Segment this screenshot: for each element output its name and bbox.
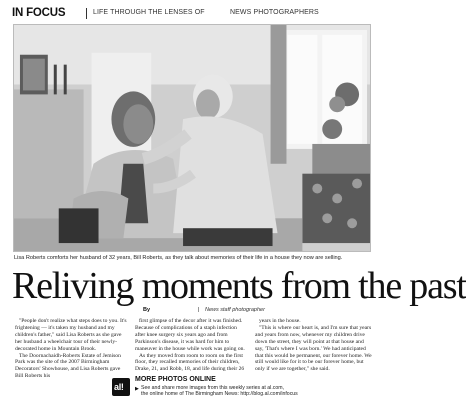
headline: Reliving moments from the past <box>12 265 466 307</box>
bullet-icon: ▶ <box>135 386 139 392</box>
feature-photograph <box>13 24 371 252</box>
byline-role: News staff photographer <box>205 307 265 313</box>
article-paragraph: years in the house. <box>259 318 301 324</box>
promo-text: See and share more images from this weekly series at al.com, <box>141 385 285 391</box>
article-paragraph: As they moved from room to room on the first floor, they recalled memories of their children, Drake, 21, and Robb, 18, and life during their 26 <box>135 352 245 373</box>
photograph-icon <box>14 25 370 251</box>
photo-caption: Lisa Roberts comforts her husband of 32 years, Bill Roberts, as they talk about memories of their life in a house they now are selling. <box>14 255 343 261</box>
article-paragraph: "People don't realize what steps does to you. It's frightening — it's taken my husband and my children's father," said Lisa Roberts as she gave her husband a wheelchair tour of their newly-decorated home in Mountain Brook. <box>15 318 127 352</box>
article-column-1 <box>15 318 128 380</box>
section-header <box>12 7 388 21</box>
byline-by-label: By <box>143 307 151 313</box>
al-logo-text: al! <box>114 382 124 392</box>
article-paragraph: The Doornachaidh-Roberts Estate of Jemison Park was the site of the 2007 Birmingham Decorators' Showhouse, and Lisa Roberts gave Bill Roberts his <box>15 352 121 380</box>
online-promo <box>112 374 382 398</box>
header-divider <box>86 8 87 19</box>
article-paragraph: "This is where our heart is, and I'm sure that years and years from now, whenever my children drive down the street, they will point at that house and say, 'That's where I was born.' We had anticipated that this would be permanent, our forever home. We still would like for it to be our forever home, but only if we are together," she said. <box>255 324 372 373</box>
series-tagline: LIFE THROUGH THE LENSES OF <box>93 9 205 16</box>
byline <box>15 307 387 315</box>
byline-separator: | <box>198 307 200 313</box>
promo-link-text[interactable]: the online home of The Birmingham News: http://blog.al.com/infocus <box>141 391 298 397</box>
promo-title: MORE PHOTOS ONLINE <box>135 376 216 383</box>
article-paragraph: first glimpse of the decor after it was finished. Because of complications of a staph infection after knee surgery six years ago and from Parkinson's disease, it was hard for him to maneuver in the house while work was going on. <box>135 318 245 352</box>
al-logo-icon <box>112 378 130 396</box>
article-column-2 <box>135 318 248 373</box>
series-tagline-continued: NEWS PHOTOGRAPHERS <box>230 9 319 16</box>
article-column-3 <box>255 318 373 373</box>
series-name: IN FOCUS <box>12 7 66 19</box>
